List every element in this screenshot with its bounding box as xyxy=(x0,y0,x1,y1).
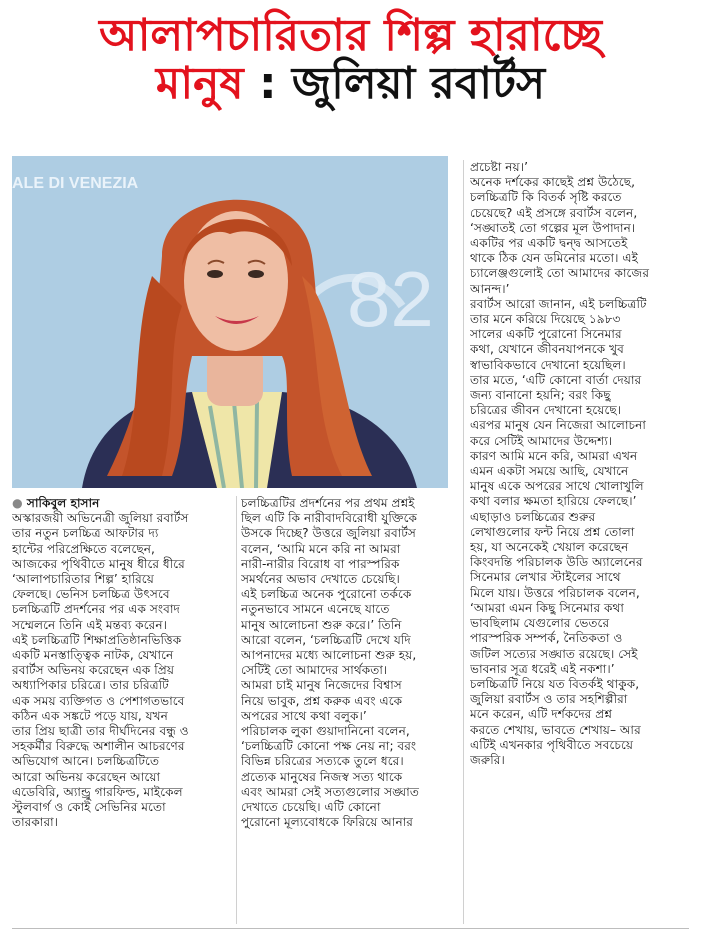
column-1-text: অস্কারজয়ী অভিনেত্রী জুলিয়া রবার্টস তার নতুন চলচ্চিত্র আফটার দ্য হান্টের পরিপ্রেক্ষিতে বলেছেন, আজকের পৃথিবীতে মানুষ ধীরে ধীরে ‘আলাপচারিতার শিল্প’ হারিয়ে ফেলছে। ভেনিস চলচ্চিত্র উৎসবে চলচ্চিত্রটি প্রদর্শনের পর এক সংবাদ সম্মেলনে তিনি এই মন্তব্য করেন। এই চলচ্চিত্রটি শিক্ষাপ্রতিষ্ঠানভিত্তিক একটি মনস্তাত্ত্বিক নাটক, যেখানে রবার্টস অভিনয় করেছেন এক প্রিয় অধ্যাপিকার চরিত্রে। তার চরিত্রটি এক সময় ব্যক্তিগত ও পেশাগতভাবে কঠিন এক সঙ্কটে পড়ে যায়, যখন তার প্রিয় ছাত্রী তার দীর্ঘদিনের বন্ধু ও সহকর্মীর বিরুদ্ধে অশালীন আচরণের অভিযোগ আনে। চলচ্চিত্রটিতে আরো অভিনয় করেছেন আয়ো এডেবিরি, অ্যান্ড্রু গারফিল্ড, মাইকেল স্টুলবার্গ ও কোই সেভিনির মতো তারকারা। xyxy=(12,511,189,830)
backdrop-number: 82 xyxy=(347,255,434,343)
headline xyxy=(0,12,701,107)
column-divider xyxy=(463,160,464,924)
column-2-text: চলচ্চিত্রটির প্রদর্শনের পর প্রথম প্রশ্নই ছিল এটি কি নারীবাদবিরোধী যুক্তিকে উসকে দিচ্ছে? উত্তরে জুলিয়া রবার্টস বলেন, ‘আমি মনে করি না আমরা নারী-নারীর বিরোধ বা পারস্পরিক সমর্থনের অভাব দেখাতে চেয়েছি। এই চলচ্চিত্র অনেক পুরোনো তর্ককে নতুনভাবে সামনে এনেছে যাতে মানুষ আলোচনা শুরু করে।’ তিনি আরো বলেন, ‘চলচ্চিত্রটি দেখে যদি আপনাদের মধ্যে আলোচনা শুরু হয়, সেটিই তো আমাদের সার্থকতা। আমরা চাই মানুষ নিজেদের বিশ্বাস নিয়ে ভাবুক, প্রশ্ন করুক এবং একে অপরের সাথে কথা বলুক।’ পরিচালক লুকা গুয়াদানিনো বলেন, ‘চলচ্চিত্রটি কোনো পক্ষ নেয় না; বরং বিভিন্ন চরিত্রের সত্যকে তুলে ধরে। প্রত্যেক মানুষের নিজস্ব সত্য থাকে এবং আমরা সেই সত্যগুলোর সঙ্ঘাত দেখাতে চেয়েছি। এটি কোনো পুরোনো মূল্যবোধকে ফিরিয়ে আনার xyxy=(241,496,419,830)
article-column-1 xyxy=(12,496,234,924)
bullet-icon: ● xyxy=(12,496,27,510)
headline-subject: মানুষ xyxy=(155,57,244,109)
backdrop-text: ALE DI VENEZIA xyxy=(12,175,139,192)
article-column-2 xyxy=(241,496,461,924)
article-photo xyxy=(12,156,448,488)
author-name: সাকিবুল হাসান xyxy=(26,496,100,510)
headline-colon: : xyxy=(243,57,292,109)
headline-name: জুলিয়া রবার্টস xyxy=(291,57,546,109)
column-3-text: প্রচেষ্টা নয়।’ অনেক দর্শকের কাছেই প্রশ্ন উঠেছে, চলচ্চিত্রটি কি বিতর্ক সৃষ্টি করতে চেয়েছে? এই প্রসঙ্গে রবার্টস বলেন, ‘সঙ্ঘাতই তো গল্পের মূল উপাদান। একটির পর একটি দ্বন্দ্ব আসতেই থাকে ঠিক যেন ডমিনোর মতো। এই চ্যালেঞ্জগুলোই তো আমাদের কাজের আনন্দ।’ রবার্টস আরো জানান, এই চলচ্চিত্রটি তার মনে করিয়ে দিয়েছে ১৯৮৩ সালের একটি পুরোনো সিনেমার কথা, যেখানে জীবনযাপনকে খুব স্বাভাবিকভাবে দেখানো হয়েছিল। তার মতে, ‘এটি কোনো বার্তা দেয়ার জন্য বানানো হয়নি; বরং কিছু চরিত্রের জীবন দেখানো হয়েছে। এরপর মানুষ যেন নিজেরা আলোচনা করে সেটিই আমাদের উদ্দেশ্য। কারণ আমি মনে করি, আমরা এখন এমন একটা সময়ে আছি, যেখানে মানুষ একে অপরের সাথে খোলাখুলি কথা বলার ক্ষমতা হারিয়ে ফেলছে।’ এছাড়াও চলচ্চিত্রের শুরুর লেখাগুলোর ফন্ট নিয়ে প্রশ্ন তোলা হয়, যা অনেকেই খেয়াল করেছেন কিংবদন্তি পরিচালক উডি অ্যালেনের সিনেমার লেখার স্টাইলের সাথে মিলে যায়। উত্তরে পরিচালক বলেন, ‘আমরা এমন কিছু সিনেমার কথা ভাবছিলাম যেগুলোর ভেতরে পারস্পরিক সম্পর্ক, নৈতিকতা ও জটিল সত্যের সঙ্ঘাত রয়েছে। সেই ভাবনার সূত্র ধরেই এই নকশা।’ চলচ্চিত্রটি নিয়ে যত বিতর্কই থাকুক, জুলিয়া রবার্টস ও তার সহশিল্পীরা মনে করেন, এটি দর্শকদের প্রশ্ন করতে শেখায়, ভাবতে শেখায়– আর এটিই এখনকার পৃথিবীতে সবচেয়ে জরুরি। xyxy=(470,160,650,767)
headline-line-1: আলাপচারিতার শিল্প হারাচ্ছে xyxy=(99,10,602,61)
headline-line-2 xyxy=(0,57,701,109)
column-divider xyxy=(236,496,237,924)
article-column-3 xyxy=(470,160,692,924)
byline xyxy=(12,496,99,510)
bottom-rule xyxy=(12,928,689,929)
